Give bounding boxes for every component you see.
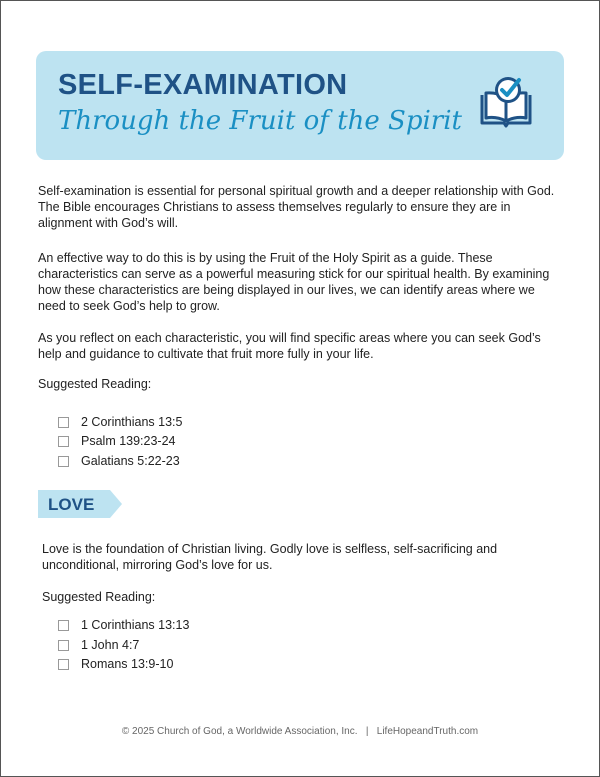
section-heading-love xyxy=(38,490,122,518)
reading-reference: 2 Corinthians 13:5 xyxy=(81,415,183,429)
reading-reference: 1 John 4:7 xyxy=(81,638,140,652)
section-title: LOVE xyxy=(48,495,95,514)
footer-copyright: © 2025 Church of God, a Worldwide Association, Inc. | LifeHopeandTruth.com xyxy=(121,726,479,737)
checkbox[interactable] xyxy=(58,456,69,467)
reading-checklist-item[interactable] xyxy=(58,454,180,468)
intro-paragraph-1: Self-examination is essential for personal spiritual growth and a deeper relationship with God. The Bible encourages Christians to assess themselves regularly to ensure they are in alignment with God’s will. xyxy=(38,184,555,230)
reading-reference: 1 Corinthians 13:13 xyxy=(81,618,190,632)
reading-checklist-item[interactable] xyxy=(58,415,182,429)
reading-reference: Galatians 5:22-23 xyxy=(81,454,180,468)
page-subtitle: Through the Fruit of the Spirit xyxy=(58,106,463,136)
checkbox[interactable] xyxy=(58,640,69,651)
book-check-icon xyxy=(476,71,536,131)
checkbox[interactable] xyxy=(58,620,69,631)
reading-checklist-item[interactable] xyxy=(58,618,189,632)
header-banner xyxy=(36,51,564,160)
reading-checklist-item[interactable] xyxy=(58,657,173,671)
checkbox[interactable] xyxy=(58,659,69,670)
intro-paragraph-3: As you reflect on each characteristic, you will find specific areas where you can seek God’s help and guidance to cultivate that fruit more fully in your life. xyxy=(38,331,541,361)
reading-reference: Romans 13:9-10 xyxy=(81,657,174,671)
intro-paragraph-2: An effective way to do this is by using the Fruit of the Holy Spirit as a guide. These characteristics can serve as a powerful measuring stick for our spiritual health. By examining how these characteristics are being displayed in our lives, we can identify areas where we need to seek God’s help to grow. xyxy=(38,251,550,313)
checkbox[interactable] xyxy=(58,417,69,428)
intro-reading-label: Suggested Reading: xyxy=(38,377,152,391)
reading-reference: Psalm 139:23-24 xyxy=(81,434,176,448)
love-reading-label: Suggested Reading: xyxy=(42,590,156,604)
page-title: SELF-EXAMINATION xyxy=(58,69,348,101)
checkbox[interactable] xyxy=(58,436,69,447)
love-description: Love is the foundation of Christian living. Godly love is selfless, self-sacrificing and unconditional, mirroring God’s love for us. xyxy=(42,542,498,572)
reading-checklist-item[interactable] xyxy=(58,434,176,448)
reading-checklist-item[interactable] xyxy=(58,638,139,652)
